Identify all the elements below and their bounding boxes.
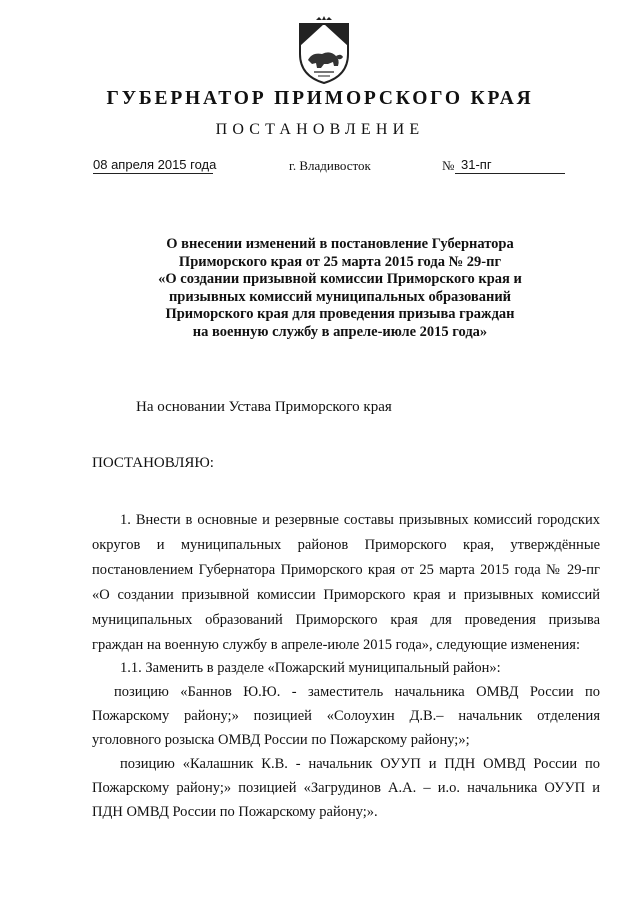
body-line: округов и муниципальных районов Приморского края, утверждённые xyxy=(92,537,600,553)
body-line: позицию «Калашник К.В. - начальник ОУУП и ПДН ОМВД России по xyxy=(120,756,600,772)
body-line: «О создании призывной комиссии Приморского края и призывных комиссий xyxy=(92,587,600,603)
document-date: 08 апреля 2015 года xyxy=(93,157,217,172)
body-line: позицию «Баннов Ю.Ю. - заместитель начальника ОМВД России по xyxy=(114,684,600,700)
subject-line: «О создании призывной комиссии Приморского края и xyxy=(158,271,522,287)
document-meta xyxy=(0,155,640,177)
body-line: Пожарскому району;» позицией «Солоухин Д.В.– начальник отделения xyxy=(92,708,600,724)
body-line: ПДН ОМВД России по Пожарскому району;». xyxy=(92,804,378,820)
subject-line: О внесении изменений в постановление Губернатора xyxy=(166,236,514,252)
document-type: ПОСТАНОВЛЕНИЕ xyxy=(215,121,425,138)
subject-line: на военную службу в апреле-июле 2015 года» xyxy=(192,323,488,340)
document-number: 31-пг xyxy=(455,157,565,174)
number-sign: № xyxy=(442,158,455,173)
body-line: 1.1. Заменить в разделе «Пожарский муниципальный район»: xyxy=(120,660,501,676)
page-title: ГУБЕРНАТОР ПРИМОРСКОГО КРАЯ xyxy=(106,88,534,109)
subject-line: Приморского края для проведения призыва граждан xyxy=(165,306,515,322)
body-line: Пожарскому району;» позицией «Загрудинов А.А. – и.о. начальника ОУУП и xyxy=(92,780,600,796)
coat-of-arms-icon xyxy=(294,16,354,86)
subject-line: Приморского края от 25 марта 2015 года № 29-пг xyxy=(178,253,502,270)
decree-heading: ПОСТАНОВЛЯЮ: xyxy=(92,455,214,471)
document-subject xyxy=(130,236,550,341)
body-line: муниципальных образований Приморского края для проведения призыва xyxy=(92,612,600,628)
body-line: постановлением Губернатора Приморского края от 25 марта 2015 года № 29-пг xyxy=(92,562,600,578)
subject-line: призывных комиссий муниципальных образований xyxy=(168,288,512,305)
document-city: г. Владивосток xyxy=(289,158,371,173)
body-line: 1. Внести в основные и резервные составы призывных комиссий городских xyxy=(120,512,600,528)
body-line: уголовного розыска ОМВД России по Пожарскому району;»; xyxy=(92,732,470,748)
body-line: граждан на военную службу в апреле-июле 2015 года», следующие изменения: xyxy=(92,637,580,653)
basis-text: На основании Устава Приморского края xyxy=(136,399,392,415)
